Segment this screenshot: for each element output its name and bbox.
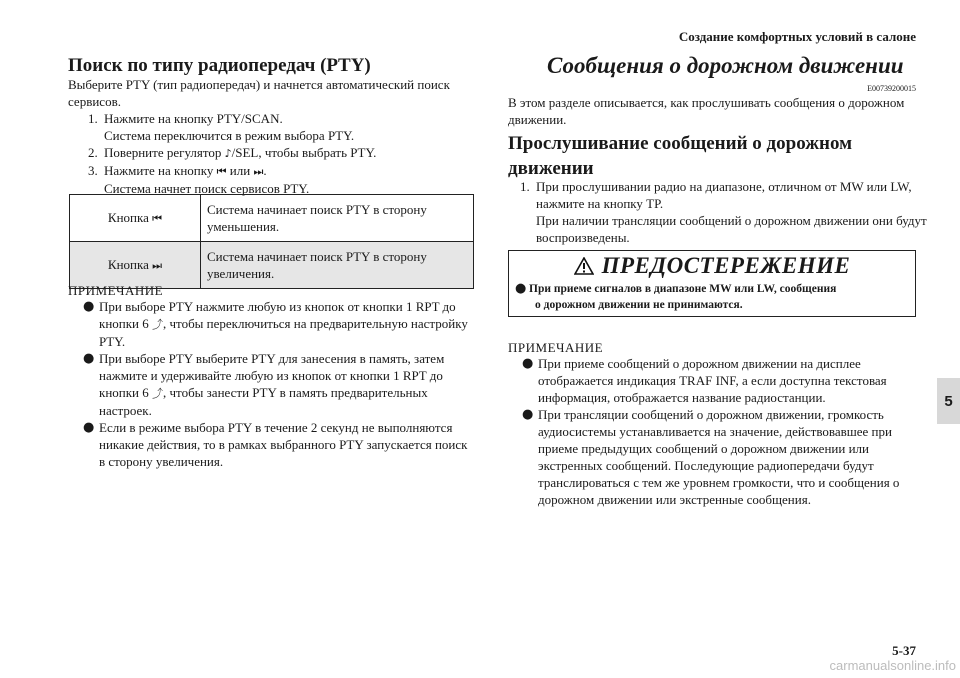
step-3-sub: Система начнет поиск сервисов PTY. bbox=[104, 181, 310, 196]
note-heading-right: ПРИМЕЧАНИЕ bbox=[508, 340, 604, 355]
bullet-icon: ● bbox=[83, 420, 95, 435]
skip-back-icon: ⏮ bbox=[216, 165, 227, 178]
note-item: ● При приеме сообщений о дорожном движении на дисплее отображается индикация TRAF INF, а если доступна текстовая информация, отображается название радиостанции. bbox=[522, 356, 887, 405]
bullet-icon: ● bbox=[515, 281, 527, 296]
return-arrow-icon: ⤴ bbox=[152, 318, 164, 331]
table-key: Кнопка ⏮ bbox=[70, 195, 201, 242]
bullet-icon: ● bbox=[522, 407, 534, 422]
note-heading-left: ПРИМЕЧАНИЕ bbox=[68, 283, 164, 298]
step-1: 1. При прослушивании радио на диапазоне, отличном от MW или LW, нажмите на кнопку TP. bbox=[520, 179, 912, 211]
skip-back-icon: ⏮ bbox=[152, 212, 163, 225]
doc-code: E00739200015 bbox=[867, 84, 916, 93]
step-2: 2. Поверните регулятор ♪/SEL, чтобы выбрать PTY. bbox=[88, 145, 377, 160]
step-1-sub: При наличии трансляции сообщений о дорожном движении они будут воспроизведены. bbox=[536, 213, 927, 245]
note-item: ● Если в режиме выбора PTY в течение 2 секунд не выполняются никакие действия, то в рамках выбранного PTY запускается поиск в сторону увеличения. bbox=[83, 420, 468, 469]
note-item: ● При трансляции сообщений о дорожном движении, громкость аудиосистемы устанавливается на значение, действовавшее при приеме предыдущих сообщений о дорожном движении или экстренных сообщений. Последующие радиопередачи будут транслироваться с тем же уровнем громкости, что и сообщения о дорожном движении или экстренные сообщения. bbox=[522, 407, 900, 507]
table-value: Система начинает поиск PTY в сторону уменьшения. bbox=[201, 195, 474, 242]
pty-button-table bbox=[69, 194, 474, 289]
page-number: 5-37 bbox=[892, 643, 916, 658]
traffic-intro: В этом разделе описывается, как прослушивать сообщения о дорожном движении. bbox=[508, 95, 905, 127]
table-row bbox=[70, 242, 474, 289]
return-arrow-icon: ⤴ bbox=[152, 387, 164, 400]
watermark: carmanualsonline.info bbox=[829, 658, 956, 673]
skip-forward-icon: ⏭ bbox=[152, 259, 163, 272]
traffic-steps bbox=[520, 178, 930, 246]
bullet-icon: ● bbox=[83, 299, 95, 314]
bullet-icon: ● bbox=[83, 351, 95, 366]
bullet-icon: ● bbox=[522, 356, 534, 371]
warning-header bbox=[509, 251, 915, 281]
notes-left bbox=[83, 298, 475, 470]
section-title-traffic: Сообщения о дорожном движении bbox=[547, 53, 904, 78]
table-value: Система начинает поиск PTY в сторону увеличения. bbox=[201, 242, 474, 289]
note-item: ● При выборе PTY нажмите любую из кнопок от кнопки 1 RPT до кнопки 6 ⤴, чтобы переключиться на предварительную настройку PTY. bbox=[83, 299, 468, 349]
chapter-tab: 5 bbox=[937, 378, 960, 424]
pty-steps bbox=[88, 110, 488, 197]
step-1-sub: Система переключится в режим выбора PTY. bbox=[104, 128, 355, 143]
music-note-icon: ♪ bbox=[224, 147, 232, 160]
section-title-pty: Поиск по типу радиопередач (PTY) bbox=[68, 55, 371, 76]
warning-box bbox=[508, 250, 916, 317]
step-1: 1. Нажмите на кнопку PTY/SCAN. bbox=[88, 111, 283, 126]
warning-text: ● При приеме сигналов в диапазоне MW или LW, сообщения о дорожном движении не принимаются. bbox=[515, 281, 837, 311]
warning-triangle-icon bbox=[574, 257, 594, 275]
table-key: Кнопка ⏭ bbox=[70, 242, 201, 289]
pty-intro: Выберите PTY (тип радиопередач) и начнется автоматический поиск сервисов. bbox=[68, 77, 450, 109]
skip-forward-icon: ⏭ bbox=[253, 165, 264, 178]
running-header: Создание комфортных условий в салоне bbox=[678, 29, 916, 44]
step-3: 3. Нажмите на кнопку ⏮ или ⏭. bbox=[88, 163, 267, 178]
note-item: ● При выборе PTY выберите PTY для занесения в память, затем нажмите и удерживайте любую из кнопок от кнопки 1 RPT до кнопки 6 ⤴, чтобы занести PTY в память предварительных настроек. bbox=[83, 351, 445, 418]
subsection-title: Прослушивание сообщений о дорожном движении bbox=[508, 133, 853, 179]
warning-title: ПРЕДОСТЕРЕЖЕНИЕ bbox=[601, 253, 851, 278]
table-row bbox=[70, 195, 474, 242]
notes-right bbox=[522, 355, 918, 508]
